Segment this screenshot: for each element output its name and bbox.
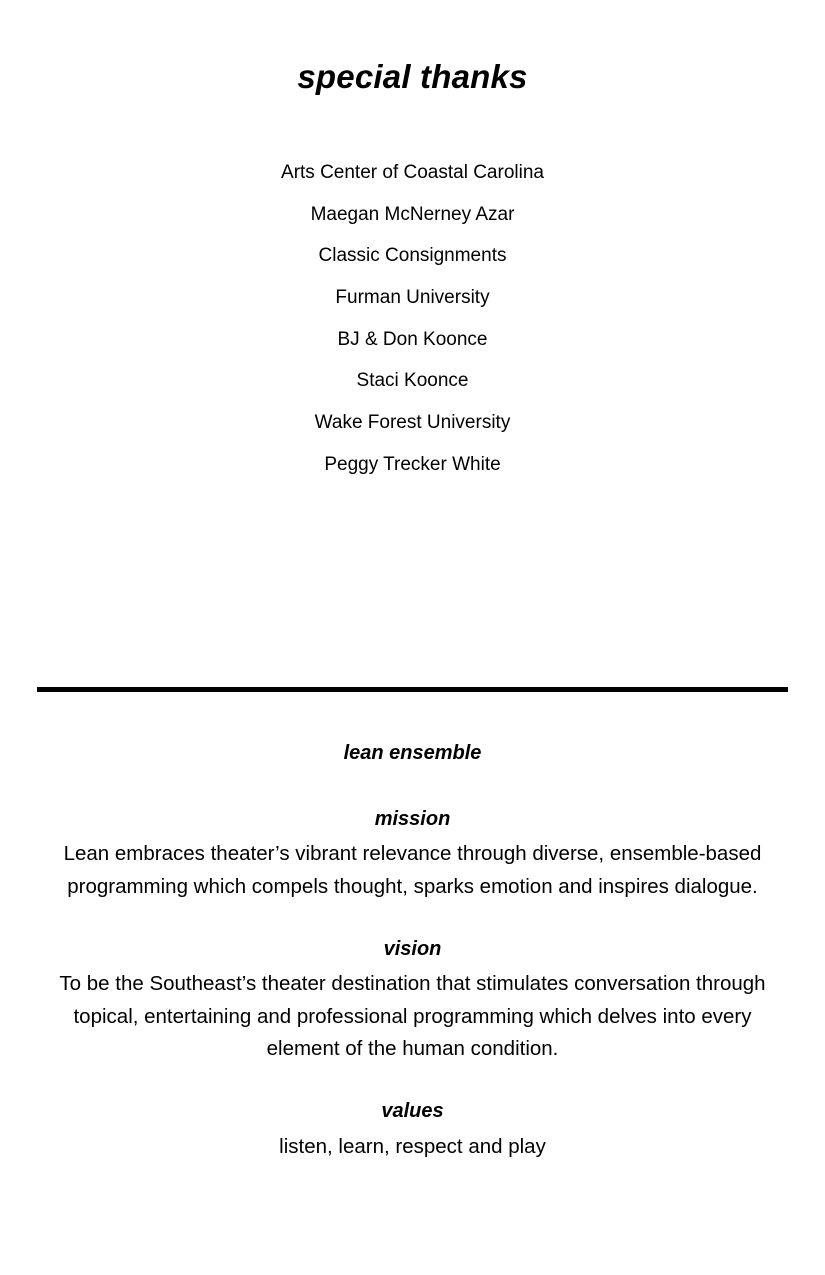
ensemble-title: lean ensemble (343, 742, 482, 764)
thanks-name: Staci Koonce (356, 370, 469, 392)
thanks-name: Arts Center of Coastal Carolina (281, 162, 544, 183)
thanks-name: Peggy Trecker White (324, 453, 501, 475)
thanks-name: Furman University (335, 287, 490, 309)
section-divider (37, 687, 788, 692)
thanks-name: Maegan McNerney Azar (310, 203, 515, 225)
special-thanks-list (0, 152, 825, 486)
values-heading: values (381, 1100, 444, 1122)
thanks-name: Classic Consignments (318, 245, 507, 267)
mission-heading: mission (374, 808, 451, 830)
vision-text: To be the Southeast’s theater destination that stimulates conversation through topical, entertaining and professional programming which delves into every element of the human condition. (59, 972, 766, 1060)
mission-text: Lean embraces theater’s vibrant relevance through diverse, ensemble-based programming which compels thought, sparks emotion and inspires dialogue. (63, 842, 762, 898)
values-text: listen, learn, respect and play (279, 1135, 546, 1158)
special-thanks-title: special thanks (297, 58, 528, 95)
vision-heading: vision (383, 938, 442, 960)
thanks-name: BJ & Don Koonce (337, 328, 488, 350)
thanks-name: Wake Forest University (314, 412, 511, 434)
